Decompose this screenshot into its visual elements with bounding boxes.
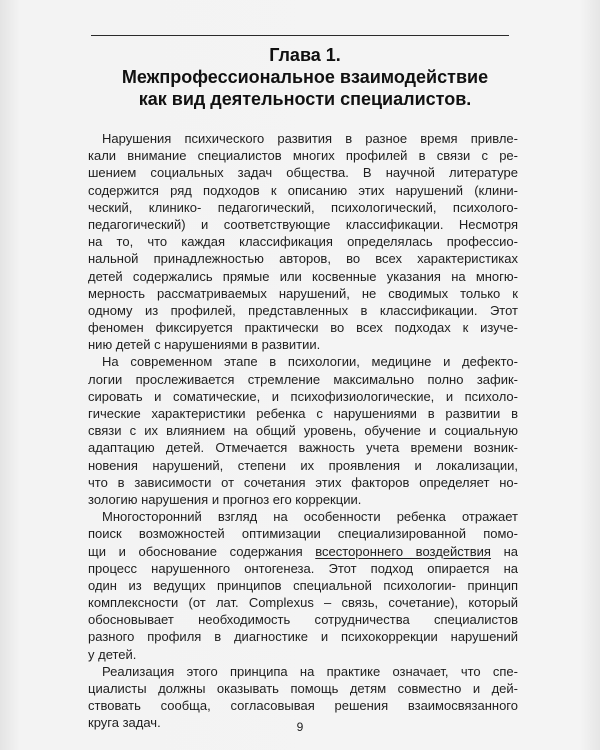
text-line: На современном этапе в психологии, медицине и дефекто- xyxy=(102,354,518,370)
text-line: поиск возможностей оптимизации специализированной помо- xyxy=(88,526,518,542)
text-line: разного профиля в диагностике и психокоррекции нарушений xyxy=(88,629,518,645)
text-line: Нарушения психического развития в разное время привле- xyxy=(102,131,518,146)
text-line: кали внимание специалистов многих профилей в связи с ре- xyxy=(88,148,518,164)
chapter-number: Глава 1. xyxy=(269,45,341,65)
text-line: гические характеристики ребенка с нарушениями в развитии в xyxy=(88,406,518,421)
text-line: процесс нарушенного онтогенеза. Этот подход опирается на xyxy=(88,560,518,576)
text-line: адаптацию детей. Отмечается важность учета времени возник- xyxy=(88,440,518,456)
text-line: ческий, клинико- педагогический, психологический, психолого- xyxy=(88,199,518,215)
text-line: Многосторонний взгляд на особенности ребенка отражает xyxy=(102,509,518,525)
text-line: содержится ряд подходов к описанию этих нарушений (клини- xyxy=(88,182,518,198)
text-line: циалисты должны оказывать помощь детям совместно и дей- xyxy=(88,681,518,696)
text-line: сировать и соматические, и психофизиологические, и психоло- xyxy=(88,388,518,404)
text-line: Реализация этого принципа на практике означает, что спе- xyxy=(102,663,518,679)
paragraph-3 xyxy=(88,508,518,663)
text-line: мерность рассматриваемых нарушений, не сводимых только к xyxy=(88,285,518,301)
text-line: зологию нарушения и прогноз его коррекции. xyxy=(88,491,362,507)
text-line: одному из профилей, представленных в классификации. Этот xyxy=(88,302,518,318)
text-line: шением социальных задач общества. В научной литературе xyxy=(88,165,518,181)
text-line: нию детей с нарушениями в развитии. xyxy=(88,337,321,353)
text-line: феномен фиксируется практически во всех подходах к изуче- xyxy=(88,320,518,336)
paragraph-2 xyxy=(88,353,518,508)
text-line: новения нарушений, степени их проявления и локализации, xyxy=(88,457,518,473)
paragraph-1 xyxy=(88,130,518,353)
text-line: нальной принадлежностью авторов, во всех характеристиках xyxy=(88,251,518,267)
text-line: комплексности (от лат. Complexus – связь, сочетание), который xyxy=(88,595,518,611)
text-line: что в зависимости от сочетания этих факторов определяет но- xyxy=(88,474,518,490)
text-line: обосновывает необходимость сотрудничества специалистов xyxy=(88,612,518,628)
chapter-heading xyxy=(70,44,540,110)
text-line: у детей. xyxy=(88,646,137,662)
underlined-phrase: всестороннего воздействия xyxy=(315,543,491,559)
text-line: один из ведущих принципов специальной психологии- принцип xyxy=(88,577,518,593)
text-line-with-underline: щи и обоснование содержания всестороннего воздействия на xyxy=(88,543,518,559)
chapter-title-line: как вид деятельности специалистов. xyxy=(138,89,472,109)
text-line: педагогический) и соответствующие классификации. Несмотря xyxy=(88,216,518,232)
text-line: ствовать сообща, согласовывая решения взаимосвязанного xyxy=(88,698,518,714)
text-line: круга задач. xyxy=(88,715,161,731)
chapter-title-line: Межпрофессиональное взаимодействие xyxy=(121,67,489,87)
text-line: на то, что каждая классификация определялась профессио- xyxy=(88,234,518,250)
text-line: связи с их влиянием на общий уровень, обучение и социальную xyxy=(88,423,518,439)
header-rule xyxy=(91,35,509,36)
text-line: логии прослеживается стремление максимально полно зафик- xyxy=(88,371,518,387)
text-line: детей содержались прямые или косвенные указания на многю- xyxy=(88,268,518,284)
body-text xyxy=(88,130,518,732)
page-number: 9 xyxy=(296,720,304,734)
